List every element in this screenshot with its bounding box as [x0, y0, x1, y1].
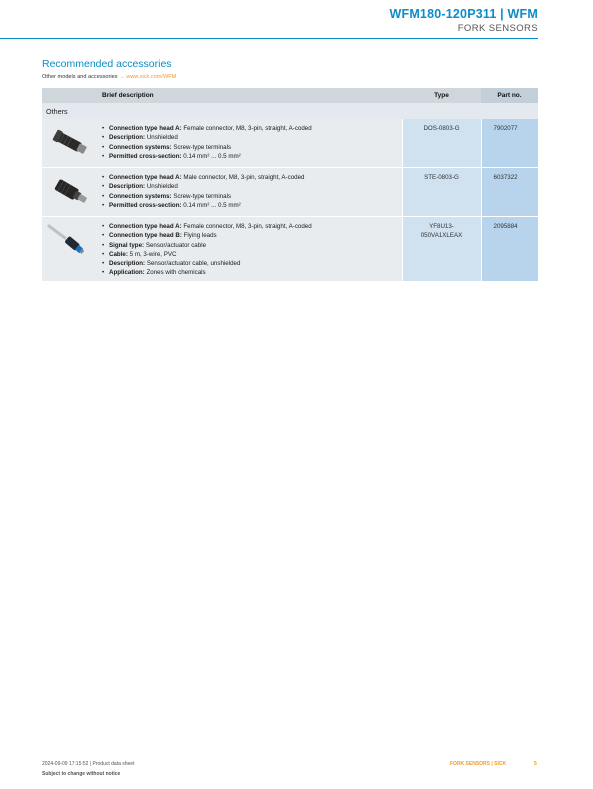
- arrow-right-icon: →: [119, 74, 125, 80]
- part-number-cell: 2095884: [481, 217, 538, 281]
- product-image-cell: [42, 119, 98, 168]
- spec-item: • Description: Sensor/actuator cable, unshielded: [102, 259, 398, 268]
- type-cell: STE-0803-G: [402, 168, 481, 217]
- spec-item: • Signal type: Sensor/actuator cable: [102, 241, 398, 250]
- spec-item: • Connection type head A: Female connector, M8, 3-pin, straight, A-coded: [102, 124, 398, 133]
- document-title: WFM180-120P311 | WFM: [389, 7, 538, 21]
- header-divider: [0, 38, 538, 39]
- product-image-cell: [42, 217, 98, 281]
- spec-item: • Description: Unshielded: [102, 182, 398, 191]
- table-header-row: [42, 88, 538, 103]
- spec-item: • Connection systems: Screw-type terminals: [102, 143, 398, 152]
- table-row: [42, 168, 538, 217]
- group-label: Others: [42, 103, 538, 119]
- column-header-part: Part no.: [481, 88, 538, 103]
- spec-item: • Description: Unshielded: [102, 133, 398, 142]
- type-cell: [402, 217, 481, 281]
- spec-item: • Connection type head A: Male connector, M8, 3-pin, straight, A-coded: [102, 173, 398, 182]
- female-connector-image: [43, 124, 99, 162]
- type-cell: DOS-0803-G: [402, 119, 481, 168]
- table-row: [42, 119, 538, 168]
- spec-item: • Connection systems: Screw-type terminals: [102, 192, 398, 201]
- footer-timestamp: 2024-09-09 17:15:52 | Product data sheet: [42, 761, 135, 767]
- description-cell: [98, 217, 402, 281]
- footer-brand: FORK SENSORS | SICK: [450, 761, 507, 767]
- group-row: [42, 103, 538, 119]
- page-number: 5: [534, 761, 537, 767]
- section-title: Recommended accessories: [42, 58, 172, 70]
- accessories-link-text: www.sick.com/WFM: [126, 74, 177, 80]
- type-line-2: 050VA1XLEAX: [420, 232, 463, 240]
- column-header-type: Type: [402, 88, 481, 103]
- section-subtitle-text: Other models and accessories: [42, 74, 118, 80]
- accessories-table: [42, 88, 538, 281]
- type-line-1: YF8U13-: [429, 223, 454, 230]
- male-connector-image: [43, 173, 99, 211]
- spec-item: • Permitted cross-section: 0.14 mm² ... 0.5 mm²: [102, 201, 398, 210]
- footer-notice: Subject to change without notice: [42, 771, 121, 777]
- cable-connector-image: [43, 222, 99, 262]
- part-number-cell: 7902077: [481, 119, 538, 168]
- document-subtitle: FORK SENSORS: [457, 23, 538, 34]
- column-header-description: Brief description: [98, 88, 402, 103]
- spec-item: • Application: Zones with chemicals: [102, 268, 398, 277]
- spec-item: • Permitted cross-section: 0.14 mm² ... 0.5 mm²: [102, 152, 398, 161]
- header-image-cell: [42, 88, 98, 103]
- description-cell: [98, 119, 402, 168]
- product-image-cell: [42, 168, 98, 217]
- spec-item: • Cable: 5 m, 3-wire, PVC: [102, 250, 398, 259]
- part-number-cell: 6037322: [481, 168, 538, 217]
- spec-item: • Connection type head A: Female connector, M8, 3-pin, straight, A-coded: [102, 222, 398, 231]
- section-subtitle: [42, 74, 176, 80]
- description-cell: [98, 168, 402, 217]
- table-row: [42, 217, 538, 281]
- spec-item: • Connection type head B: Flying leads: [102, 231, 398, 240]
- accessories-link[interactable]: [119, 74, 176, 80]
